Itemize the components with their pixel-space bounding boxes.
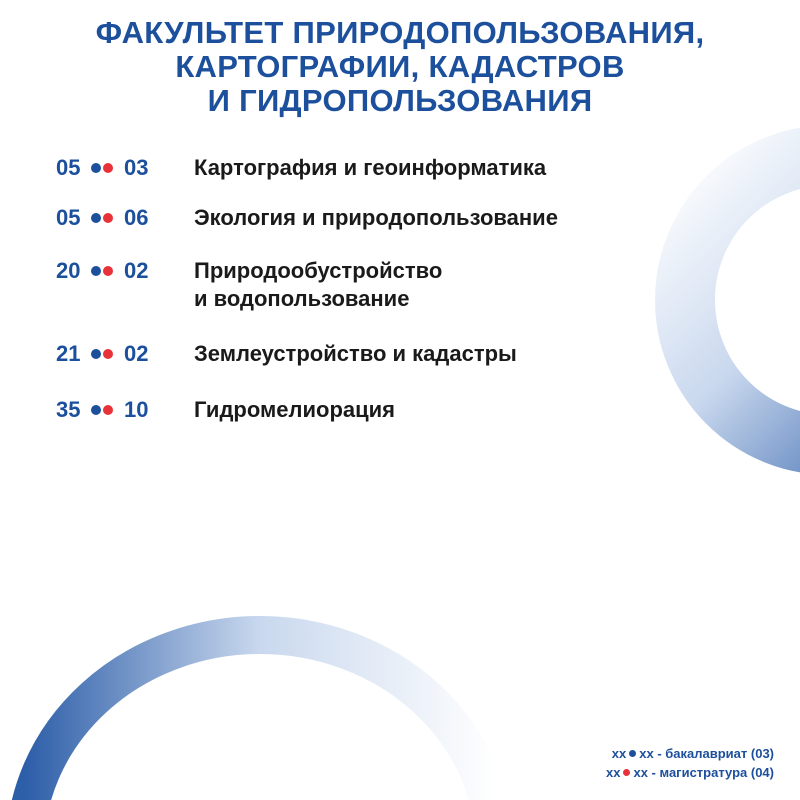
- code-left: 21: [56, 341, 81, 366]
- level-dots-icon: [91, 266, 119, 276]
- program-name-line: Картография и геоинформатика: [194, 155, 547, 180]
- legend-text: xx - бакалавриат (03): [639, 746, 774, 761]
- code-right: 10: [124, 397, 149, 422]
- code-left: 35: [56, 397, 81, 422]
- level-dots-icon: [91, 405, 119, 415]
- code-right: 02: [124, 258, 149, 283]
- program-name: [194, 257, 654, 313]
- program-name: [194, 154, 654, 182]
- legend-prefix: xx: [611, 746, 627, 761]
- program-name: [194, 204, 654, 232]
- level-dots-icon: [91, 213, 119, 223]
- program-name-line: Землеустройство и кадастры: [194, 341, 517, 366]
- blue-dot-icon: [629, 750, 636, 757]
- code-right: 03: [124, 155, 149, 180]
- program-name-line: и водопользование: [194, 286, 410, 311]
- level-dots-icon: [91, 349, 119, 359]
- code-left: 05: [56, 155, 81, 180]
- program-name: [194, 396, 654, 424]
- program-name-line: Гидромелиорация: [194, 397, 396, 422]
- code-right: 02: [124, 341, 149, 366]
- legend-prefix: xx: [606, 765, 621, 780]
- program-name: [194, 340, 654, 368]
- red-dot-icon: [623, 769, 630, 776]
- legend-item-master: [606, 763, 774, 782]
- program-name-line: Природообустройство: [194, 258, 443, 283]
- level-dots-icon: [91, 163, 119, 173]
- title-line: ФАКУЛЬТЕТ ПРИРОДОПОЛЬЗОВАНИЯ,: [95, 15, 705, 50]
- code-left: 20: [56, 258, 81, 283]
- title-line: КАРТОГРАФИИ, КАДАСТРОВ: [175, 49, 625, 84]
- legend-text: xx - магистратура (04): [633, 765, 774, 780]
- code-left: 05: [56, 205, 81, 230]
- legend-item-bachelor: [606, 744, 774, 763]
- code-right: 06: [124, 205, 149, 230]
- legend: [606, 744, 774, 782]
- title-line: И ГИДРОПОЛЬЗОВАНИЯ: [207, 83, 593, 118]
- program-name-line: Экология и природопользование: [194, 205, 558, 230]
